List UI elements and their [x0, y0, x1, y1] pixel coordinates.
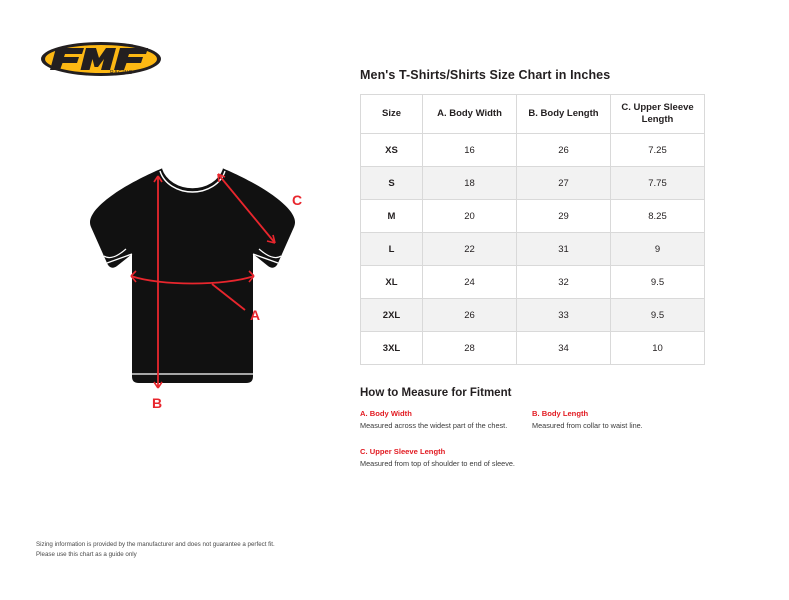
- cell-body-length: 32: [517, 266, 611, 299]
- cell-size: S: [361, 167, 423, 200]
- shirt-silhouette: [90, 168, 295, 383]
- table-body: [361, 134, 705, 365]
- measure-item-b: [532, 409, 704, 431]
- table-row: [361, 200, 705, 233]
- cell-sleeve-length: 10: [611, 332, 705, 365]
- measure-label-c: Upper Sleeve Length: [369, 446, 446, 456]
- col-header-body-width: A. Body Width: [423, 95, 517, 134]
- measure-item-c: [360, 447, 532, 469]
- svg-text:RACING: RACING: [110, 70, 134, 76]
- cell-body-width: 22: [423, 233, 517, 266]
- table-row: [361, 167, 705, 200]
- cell-size: 3XL: [361, 332, 423, 365]
- annotation-c: C: [292, 192, 303, 208]
- cell-body-length: 31: [517, 233, 611, 266]
- cell-body-length: 26: [517, 134, 611, 167]
- measure-letter-b: B.: [532, 409, 540, 418]
- cell-body-length: 29: [517, 200, 611, 233]
- how-to-measure-section: [360, 387, 704, 484]
- table-header: [361, 95, 705, 134]
- cell-body-length: 34: [517, 332, 611, 365]
- fmf-logo: [40, 38, 162, 80]
- cell-size: 2XL: [361, 299, 423, 332]
- col-header-size: Size: [361, 95, 423, 134]
- col-header-body-length: B. Body Length: [517, 95, 611, 134]
- page-title: Men's T-Shirts/Shirts Size Chart in Inches: [360, 68, 611, 82]
- cell-body-length: 27: [517, 167, 611, 200]
- cell-sleeve-length: 8.25: [611, 200, 705, 233]
- cell-size: XS: [361, 134, 423, 167]
- measure-label-a: Body Width: [369, 409, 412, 418]
- size-chart-table: [360, 94, 705, 365]
- measure-letter-c: C.: [360, 446, 368, 456]
- cell-body-width: 18: [423, 167, 517, 200]
- cell-sleeve-length: 7.75: [611, 167, 705, 200]
- disclaimer: [36, 540, 366, 559]
- measure-letter-a: A.: [360, 409, 368, 418]
- measure-item-a: [360, 409, 532, 431]
- measure-desc-b: Measured from collar to waist line.: [532, 421, 643, 431]
- table-header-row: [361, 95, 705, 134]
- disclaimer-line-2: Please use this chart as a guide only: [36, 550, 137, 558]
- table-row: [361, 332, 705, 365]
- cell-body-width: 16: [423, 134, 517, 167]
- annotation-b: B: [152, 395, 163, 411]
- cell-body-width: 20: [423, 200, 517, 233]
- cell-size: M: [361, 200, 423, 233]
- cell-body-length: 33: [517, 299, 611, 332]
- annotation-a: A: [250, 307, 261, 323]
- cell-size: L: [361, 233, 423, 266]
- measure-desc-c: Measured from top of shoulder to end of sleeve.: [360, 458, 515, 468]
- cell-sleeve-length: 9.5: [611, 266, 705, 299]
- cell-sleeve-length: 9.5: [611, 299, 705, 332]
- table-row: [361, 266, 705, 299]
- cell-body-width: 26: [423, 299, 517, 332]
- table-row: [361, 134, 705, 167]
- disclaimer-line-1: Sizing information is provided by the manufacturer and does not guarantee a perfect fit.: [36, 541, 275, 548]
- col-header-sleeve-length: C. Upper Sleeve Length: [611, 95, 705, 134]
- cell-size: XL: [361, 266, 423, 299]
- table-row: [361, 233, 705, 266]
- measure-desc-a: Measured across the widest part of the chest.: [360, 421, 508, 431]
- tshirt-diagram: [60, 150, 350, 440]
- how-to-measure-title: How to Measure for Fitment: [360, 387, 512, 399]
- cell-body-width: 28: [423, 332, 517, 365]
- table-row: [361, 299, 705, 332]
- cell-sleeve-length: 7.25: [611, 134, 705, 167]
- measure-label-b: Body Length: [541, 409, 589, 418]
- cell-sleeve-length: 9: [611, 233, 705, 266]
- cell-body-width: 24: [423, 266, 517, 299]
- chart-column: [360, 68, 750, 484]
